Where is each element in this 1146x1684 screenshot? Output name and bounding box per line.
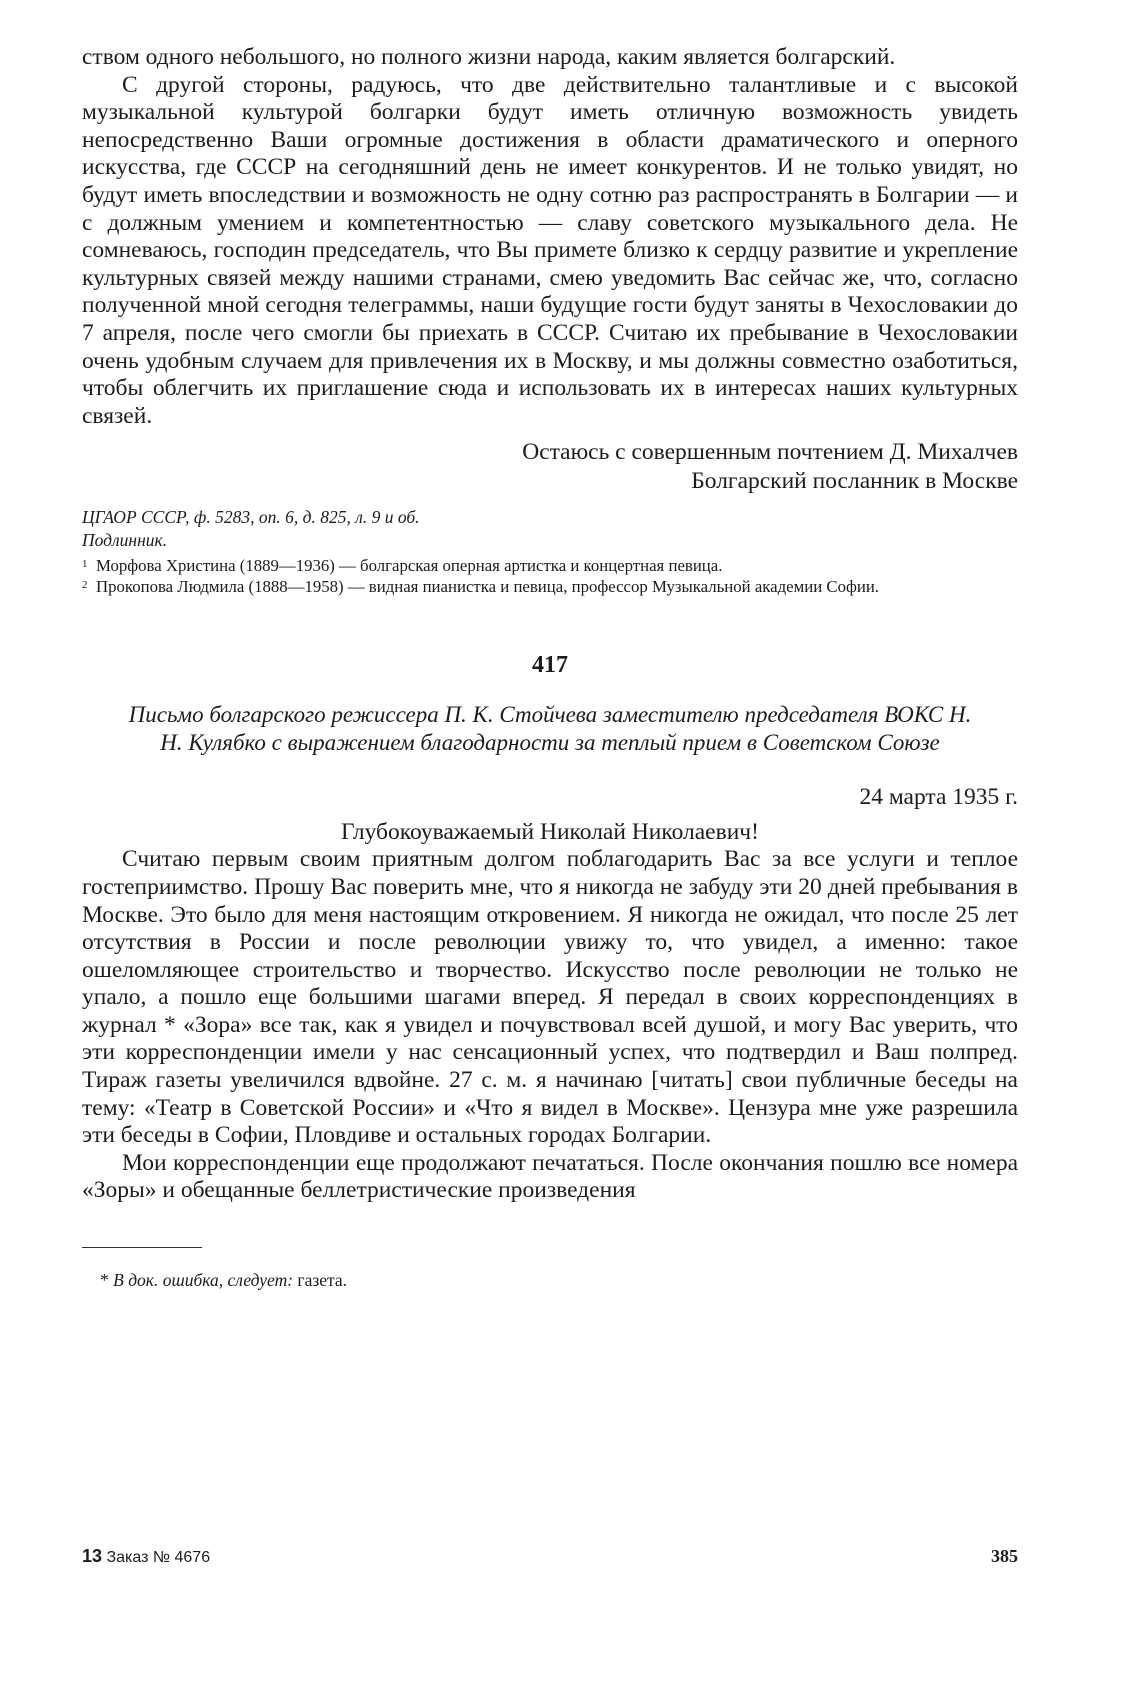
page-footer <box>82 1546 1018 1567</box>
archive-reference: ЦГАОР СССР, ф. 5283, оп. 6, д. 825, л. 9 и об. <box>82 507 420 528</box>
letter-paragraph: Мои корреспонденции еще продолжают печататься. После окончания пошлю все номера «Зоры» и обещанные беллетристические произведения <box>82 1149 1018 1204</box>
page-content <box>82 44 1018 1291</box>
footnote-text: Морфова Христина (1889—1936) — болгарская оперная артистка и концертная певица. <box>96 556 723 576</box>
editorial-note-mark: * <box>100 1270 109 1291</box>
signature-block <box>82 438 1018 496</box>
paragraph-continuation: ством одного небольшого, но полного жизни народа, каким является болгарский. <box>82 44 896 70</box>
paragraph-body: С другой стороны, радуюсь, что две действительно талантливые и с высокой музыкальной культурой болгарки будут иметь отличную возможность увидеть непосредственно Ваши огромные достижения в области драматического и оперного искусства, где СССР на сегодняшний день не имеет конкурентов. И не только увидят, но будут иметь впоследствии и возможность не одну сотню раз распространять в Болгарии — и с должным умением и компетентностью — славу советского музыкального дела. Не сомневаюсь, господин председатель, что Вы примете близко к сердцу развитие и укрепление культурных связей между нашими странами, смею уведомить Вас сейчас же, что, согласно полученной мной сегодня телеграммы, наши будущие гости будут заняты в Чехословакии до 7 апреля, после чего смогли бы приехать в СССР. Считаю их пребывание в Чехословакии очень удобным случаем для привлечения их в Москву, и мы должны совместно озаботиться, чтобы облегчить их приглашение сюда и использовать их в интересах наших культурных связей. <box>82 71 1018 429</box>
salutation: Глубокоуважаемый Николай Николаевич! <box>341 819 759 846</box>
footnote-text: Прокопова Людмила (1888—1958) — видная пианистка и певица, профессор Музыкальной академии Софии. <box>96 576 880 596</box>
footnote-divider <box>82 1247 202 1248</box>
footnote-mark: 2 <box>82 578 88 591</box>
footnote <box>82 556 1018 577</box>
document-date: 24 марта 1935 г. <box>859 784 1018 811</box>
document-title: Письмо болгарского режиссера П. К. Стойчева заместителю председателя ВОКС Н. Н. Кулябко с выражением благодарности за теплый прием в Советском Союзе <box>128 702 972 756</box>
editorial-note <box>100 1270 1018 1291</box>
document-type: Подлинник. <box>82 530 168 551</box>
footnotes <box>82 556 1018 597</box>
editorial-note-text: газета. <box>297 1270 348 1291</box>
footnote <box>82 577 1018 598</box>
letter-paragraph: Считаю первым своим приятным долгом поблагодарить Вас за все услуги и теплое гостеприимство. Прошу Вас поверить мне, что я никогда не забуду эти 20 дней пребывания в Москве. Это было для меня настоящим откровением. Я никогда не ожидал, что после 25 лет отсутствия в России и после революции увижу то, что увидел, а именно: такое ошеломляющее строительство и творчество. Искусство после революции не только не упало, а пошло еще большими шагами вперед. Я передал в своих корреспонденциях в журнал * «Зора» все так, как я увидел и почувствовал всей душой, и могу Вас уверить, что эти корреспонденции имели у нас сенсационный успех, что подтвердил и Ваш полпред. Тираж газеты увеличился вдвойне. 27 с. м. я начинаю [читать] свои публичные беседы на тему: «Театр в Советской России» и «Что я видел в Москве». Цензура мне уже разрешила эти беседы в Софии, Пловдиве и остальных городах Болгарии. <box>82 846 1018 1149</box>
document-number: 417 <box>532 652 568 679</box>
footnote-mark: 1 <box>82 558 88 571</box>
order-number: Заказ № 4676 <box>106 1549 211 1566</box>
editorial-note-italic: В док. ошибка, следует: <box>113 1270 294 1291</box>
print-order <box>82 1546 210 1567</box>
page-number: 385 <box>991 1546 1018 1566</box>
signature-line-2: Болгарский посланник в Москве <box>691 468 1018 495</box>
sheet-number: 13 <box>82 1546 103 1566</box>
signature-line-1: Остаюсь с совершенным почтением Д. Михалчев <box>522 439 1018 466</box>
archive-source <box>82 506 1018 552</box>
